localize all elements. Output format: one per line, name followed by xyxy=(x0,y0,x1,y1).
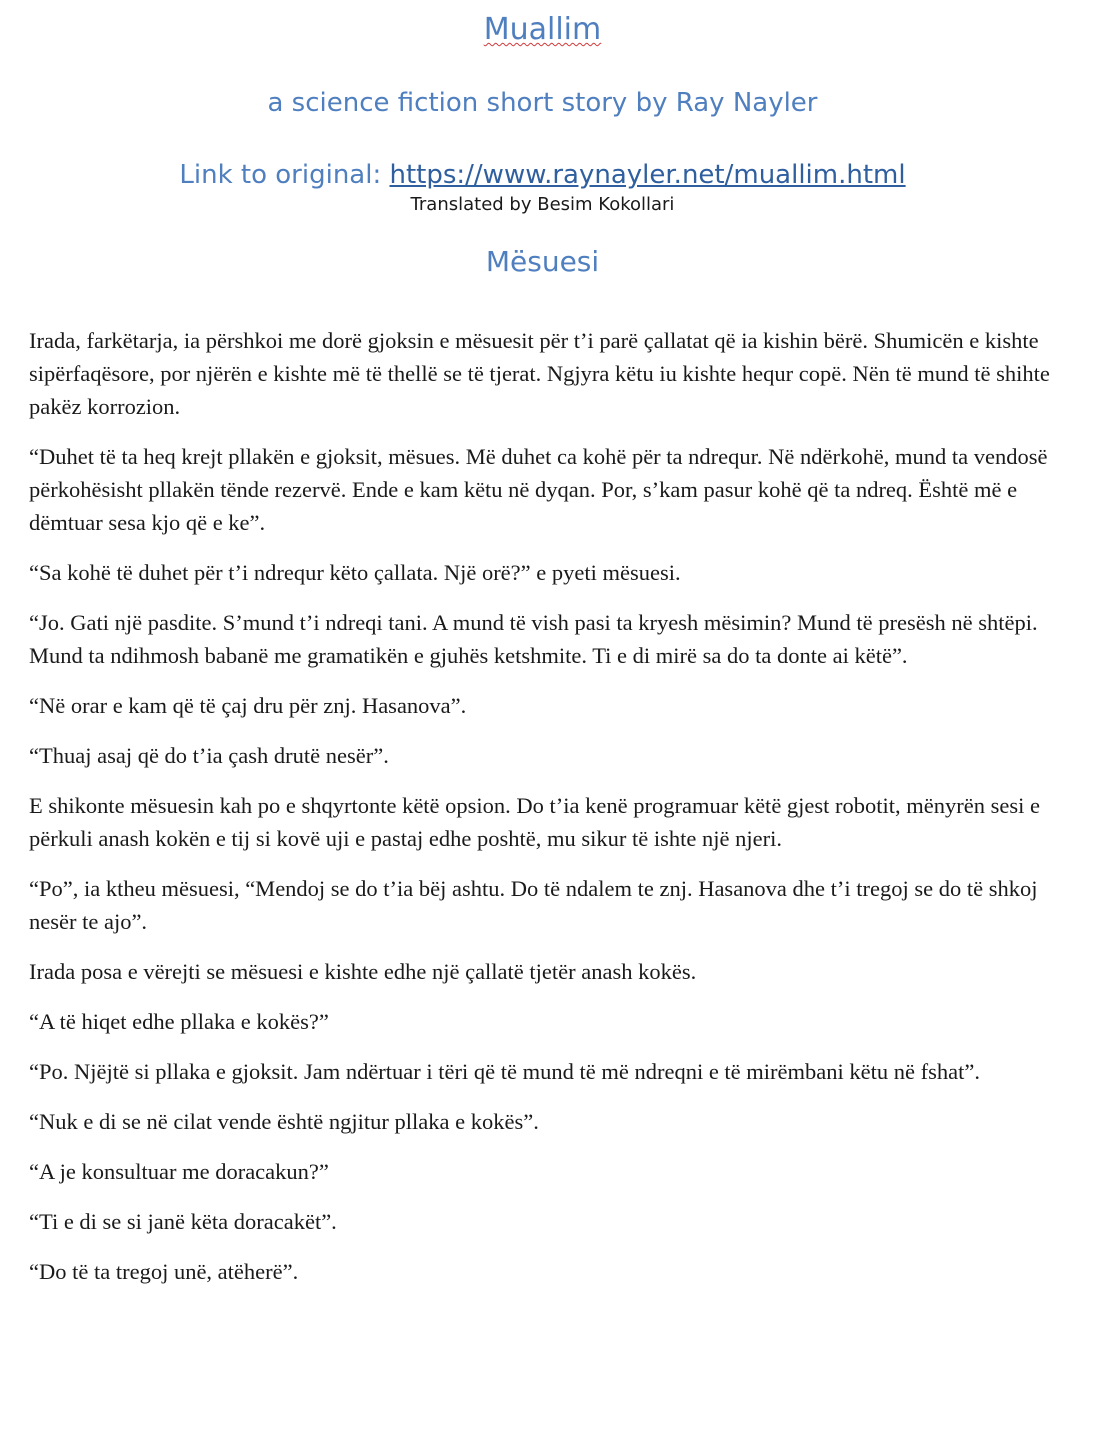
paragraph: “Jo. Gati një pasdite. S’mund t’i ndreqi tani. A mund të vish pasi ta kryesh mësimin? Mund të presësh në shtëpi. Mund ta ndihmosh babanë me gramatikën e gjuhës ketshmite. Ti e di mirë sa do ta donte ai këtë”. xyxy=(29,610,1038,668)
paragraph: Irada, farkëtarja, ia përshkoi me dorë gjoksin e mësuesit për t’i parë çallatat që ia kishin bërë. Shumicën e kishte sipërfaqësore, por njërën e kishte më të thellë se të tjerat. Ngjyra këtu iu kishte hequr copë. Nën të mund të shihte pakëz korrozion. xyxy=(29,328,1050,419)
paragraph: “Sa kohë të duhet për t’i ndrequr këto çallata. Një orë?” e pyeti mësuesi. xyxy=(29,560,681,585)
translator-credit: Translated by Besim Kokollari xyxy=(410,194,675,215)
original-link-line xyxy=(29,158,1056,192)
paragraph: “Po. Njëjtë si pllaka e gjoksit. Jam ndërtuar i tëri që të mund të më ndreqni e të mirëmbani këtu në fshat”. xyxy=(29,1059,980,1084)
story-body xyxy=(29,324,1056,1288)
section-title: Mësuesi xyxy=(485,245,600,278)
paragraph: “A je konsultuar me doracakun?” xyxy=(29,1159,329,1184)
paragraph: “Nuk e di se në cilat vende është ngjitur pllaka e kokës”. xyxy=(29,1109,539,1134)
paragraph: “A të hiqet edhe pllaka e kokës?” xyxy=(29,1009,329,1034)
link-label: Link to original: xyxy=(179,160,382,190)
document-header xyxy=(29,0,1056,280)
paragraph: “Në orar e kam që të çaj dru për znj. Hasanova”. xyxy=(29,693,467,718)
paragraph: “Do të ta tregoj unë, atëherë”. xyxy=(29,1259,299,1284)
paragraph: “Ti e di se si janë këta doracakët”. xyxy=(29,1209,337,1234)
story-subtitle: a science fiction short story by Ray Nayler xyxy=(267,88,818,118)
paragraph: E shikonte mësuesin kah po e shqyrtonte këtë opsion. Do t’ia kenë programuar këtë gjest robotit, mënyrën sesi e përkuli anash kokën e tij si kovë uji e pastaj edhe poshtë, mu sikur të ishte një njeri. xyxy=(29,793,1040,851)
paragraph: “Po”, ia ktheu mësuesi, “Mendoj se do t’ia bëj ashtu. Do të ndalem te znj. Hasanova dhe t’i tregoj se do të shkoj nesër te ajo”. xyxy=(29,876,1038,934)
story-title: Muallim xyxy=(483,12,602,47)
paragraph: “Thuaj asaj që do t’ia çash drutë nesër”. xyxy=(29,743,389,768)
original-story-link[interactable]: https://www.raynayler.net/muallim.html xyxy=(389,160,906,190)
paragraph: Irada posa e vërejti se mësuesi e kishte edhe një çallatë tjetër anash kokës. xyxy=(29,959,697,984)
paragraph: “Duhet të ta heq krejt pllakën e gjoksit, mësues. Më duhet ca kohë për ta ndrequr. Në ndërkohë, mund ta vendosë përkohësisht pllakën tënde rezervë. Ende e kam këtu në dyqan. Por, s’kam pasur kohë që ta ndreq. Është më e dëmtuar sesa kjo që e ke”. xyxy=(29,444,1048,535)
